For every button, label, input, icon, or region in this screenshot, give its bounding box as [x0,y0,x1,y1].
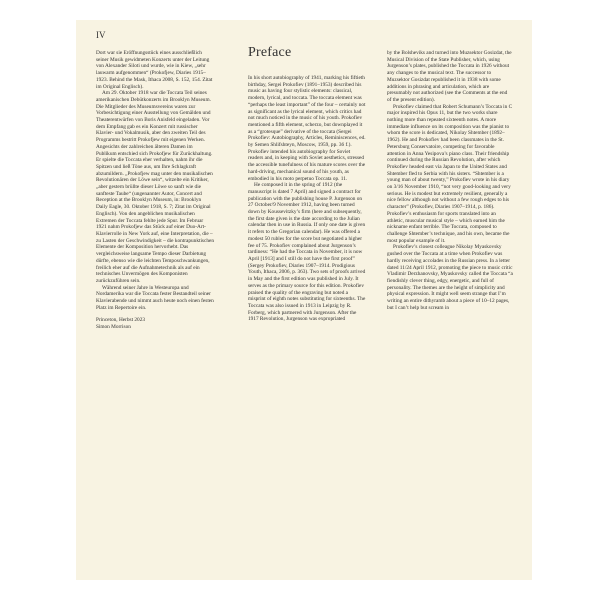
english-paragraph-3: by the Bolsheviks and turned into Muzsektor Gosizdat, the Musical Division of the State Publisher, which, using Jurgenson’s plates, published the Toccata in 1926 without any changes to the musical text. The successor to Muzsektor Gosizdat republished it in 1938 with some additions in phrasing and articulation, which are presumably not authorized (see the Comments at the end of the present edition). [387,50,512,103]
author-name: Simon Morrison [96,324,131,331]
english-paragraph-1: In his short autobiography of 1941, marking his fiftieth birthday, Sergei Prokofiev (1891–1953) described his music as having four stylistic elements: classical, modern, lyrical, and toccata. The toccata element was “perhaps the least important” of the four – certainly not as significant as the lyrical element, which critics had not much noticed in the music of his youth. Prokofiev mentioned a fifth element, scherzo, but downplayed it as a “grotesque” derivative of the toccata (Sergei Prokofiev: Autobiography, Articles, Reminiscences, ed. by Semen Shlifshteyn, Moscow, 1959, pp. 36 f.). Prokofiev intended his autobiography for Soviet readers and, in keeping with Soviet aesthetics, stressed the accessible tunefulness of his mature scores over the hard-driving, mechanical sound of his youth, as embodied in his moto perpetuo Toccata op. 11. [248,75,366,182]
german-paragraph-2: Am 29. Oktober 1918 war die Toccata Teil seines amerikanischen Debütkonzerts im Brooklyn Museum. Die Mitglieder des Museumsvereins waren zur Vorbesichtigung einer Ausstellung von Gemälden und Theaterentwürfen von Boris Anisfeld eingeladen. Vor dem Empfang gab es ein Konzert mit russischer Klavier- und Vokalmusik, aber den zweiten Teil des Programms bestritt Prokofjew mit eigenen Werken. Angesichts der zahlreichen älteren Damen im Publikum entschied sich Prokofjew für Zurückhaltung. Er spielte die Toccata eher verhalten, nahm ihr die Spitzen und ließ Töne aus, um Ihre Schlagkraft abzumildern. „Prokofjew mag unter den musikalischen Revolutionären der Löwe sein“, witzelte ein Kritiker, „aber gestern brüllte dieser Löwe so sanft wie die sanfteste Taube“ (ungenannter Autor, Concert and Reception at the Brooklyn Museum, in: Brooklyn Daily Eagle, 30. Oktober 1918, S. 7; Zitat im Original Englisch). Von den angeblichen musikalischen Extremen der Toccata fehlte jede Spur. Im Februar 1921 nahm Prokofjew das Stück auf einer Duo-Art-Klavierrolle in New York auf, eine Interpretation, die – zu Lasten der Geschwindigkeit – die kontrapunktischen Elemente der Komposition hervorhebt. Das vergleichsweise langsame Tempo dieser Darbietung dürfte, ebenso wie die leichten Temposchwankungen, freilich eher auf die Aufnahmetechnik als auf ein technisches Unvermögen des Komponisten zurückzuführen sein. [96,90,214,284]
german-paragraph-1: Dort war sie Eröffnungsstück eines ausschließlich seiner Musik gewidmeten Konzerts unter der Leitung von Alexander Siloti und wurde, wie in Kiew, „sehr lauwarm aufgenommen“ (Prokofjew, Diaries 1915–1923. Behind the Mask, Ithaca 2008, S. 152, 154. Zitat im Original Englisch). [96,50,213,90]
place-date: Princeton, Herbst 2023 [96,317,145,324]
english-paragraph-5: Prokofiev’s closest colleague Nikolay Myaskovsky gushed over the Toccata at a time when Prokofiev was hardly receiving accolades in the Russian press. In a letter dated 11/24 April 1912, promoting the piece to music critic Vladimir Derzhanovsky, Myaskovsky called the Toccata “a fiendishly clever thing, edgy, energetic, and full of personality. The themes are the height of simplicity and physical expression. It might well seem strange that I’m writing an entire dithyramb about a piece of 10–12 pages, but I can’t help but scream in [387,244,513,311]
book-page [76,20,532,580]
page-title: Preface [248,45,292,60]
signature-block [96,317,214,330]
english-column-middle [248,75,366,323]
english-column-right [387,50,513,311]
page-number: IV [96,30,106,40]
german-paragraph-3: Während seiner Jahre in Westeuropa und Nordamerika war die Toccata fester Bestandteil seiner Klavierabende und nimmt auch heute noch einen festen Platz im Repertoire ein. [96,284,214,311]
german-column [96,50,214,331]
english-paragraph-2: He composed it in the spring of 1912 (the manuscript is dated 7 April) and signed a contract for publication with the publishing house P. Jurgenson on 27 October/9 November 1912, having been turned down by Koussevitzky’s firm (here and subsequently, the first date given is the date according to the Julian calendar then in use in Russia. If only one date is given it refers to the Gregorian calendar). He was offered a modest 50 rubles for the score but negotiated a higher fee of 75. Prokofiev complained about Jurgenson’s tardiness: “He had the Toccata in November, it is now April [1913] and I still do not have the first proof” (Sergey Prokofiev, Diaries 1907–1914. Prodigious Youth, Ithaca, 2006, p. 363). Two sets of proofs arrived in May and the first edition was published in July. It serves as the primary source for this edition. Prokofiev praised the quality of the engraving but noted a misprint of eighth notes substituting for sixteenths. The Toccata was also issued in 1913 in Leipzig by R. Forberg, which partnered with Jurgenson. After the 1917 Revolution, Jurgenson was expropriated [248,182,366,323]
english-paragraph-4: Prokofiev claimed that Robert Schumann’s Toccata in C major inspired his Opus 11, but the two works share nothing more than repeated sixteenth notes. A more immediate influence on its composition was the pianist to whom the score is dedicated, Nikolay Shtember (1892–1962). He and Prokofiev had been classmates in the St. Petersburg Conservatoire, competing for favorable attention in Anna Yesipova’s piano class. Their friendship continued during the Russian Revolution, after which Prokofiev headed east via Japan to the United States and Shtember fled to Serbia with his sisters. “Shtember is a young man of about twenty,” Prokofiev wrote in his diary on 3/16 November 1910, “not very good-looking and very serious. He is modest but extremely resilient, generally a nice fellow although not without a few rough edges to his character” (Prokofiev, Diaries 1907–1914, p. 186). Prokofiev’s enthusiasm for sports translated into an athletic, muscular musical style – which earned him the nickname enfant terrible. The Toccata, composed to challenge Shtember’s technique, and his own, became the most popular example of it. [387,103,513,244]
